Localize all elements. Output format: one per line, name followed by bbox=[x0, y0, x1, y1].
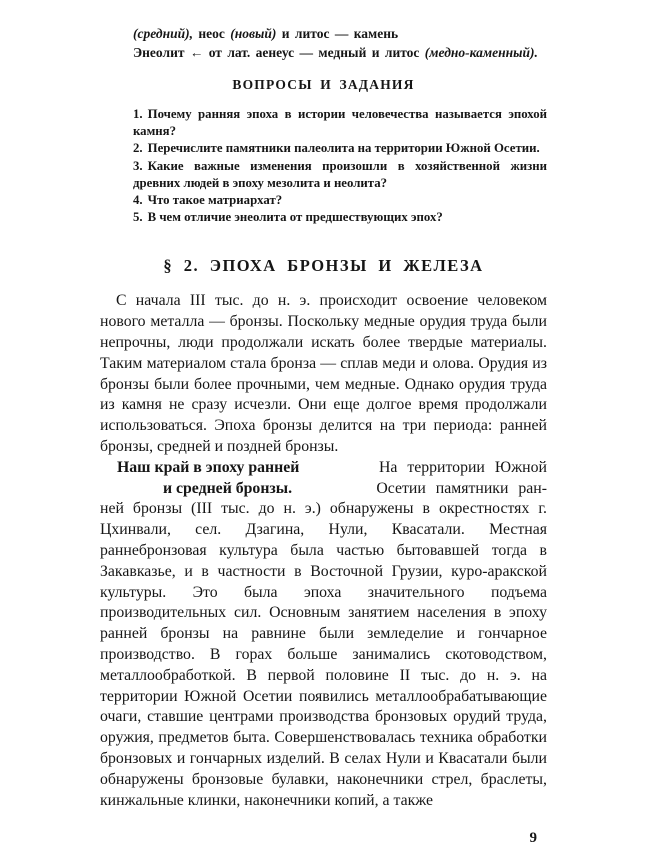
questions-heading: ВОПРОСЫ И ЗАДАНИЯ bbox=[232, 77, 415, 92]
etymology-block bbox=[133, 25, 547, 62]
etymology-term-medno-kamenny: (медно-каменный). bbox=[424, 44, 538, 60]
paragraph-2: ней бронзы (III тыс. до н. э.) обнаружены в окрестностях г. Цхинвали, сел. Дзагина, Нули, Квасатали. Местная раннебронзовая культура была частью бытовавшей тогда в Закавказье, и в частности в Восточной Грузии, куро-аракской культуры. Это была эпоха значительного подъема производительных сил. Основным занятием населения в эпоху ранней бронзы на равнине были земледелие и гончарное производство. В горах больше занимались скотоводством, металлообработкой. В первой половине II тыс. до н. э. на территории Южной Осетии появились металлообрабатывающие очаги, ставшие центрами производства бронзовых орудий труда, оружия, предметов быта. Совершенствовалась техника обработки бронзовых и гончарных изделий. В селах Нули и Квасатали были обнаружены бронзовые булавки, наконечники стрел, браслеты, кинжальные клинки, наконечники копий, а также bbox=[100, 500, 547, 809]
etymology-text: ← от лат. аенеус — медный и литос bbox=[189, 44, 420, 60]
question-number: 3. bbox=[133, 158, 143, 173]
section-heading: § 2. ЭПОХА БРОНЗЫ И ЖЕЛЕЗА bbox=[163, 256, 484, 276]
etymology-term-novy: (новый) bbox=[230, 26, 277, 41]
question-item-2 bbox=[133, 140, 547, 157]
question-text: Перечислите памятники палеолита на территории Южной Осетии. bbox=[147, 141, 540, 156]
question-number: 2. bbox=[133, 141, 143, 156]
etymology-text: и литос — камень bbox=[281, 26, 399, 41]
questions-list bbox=[133, 106, 547, 226]
question-item-4 bbox=[133, 192, 547, 209]
question-number: 1. bbox=[133, 107, 143, 121]
sidehead-label-line-2: и средней бронзы. bbox=[162, 479, 293, 497]
sidehead-row-2 bbox=[100, 479, 547, 500]
sidehead-row-1 bbox=[100, 458, 547, 479]
sidehead-label-line-1: Наш край в эпоху ранней bbox=[117, 458, 300, 476]
sidehead-bodytext-line-2: Осетии памятники ран- bbox=[376, 479, 547, 497]
question-item-1 bbox=[133, 106, 547, 140]
paragraph-1: С начала III тыс. до н. э. происходит освоение человеком нового металла — бронзы. Поскольку медные орудия труда были непрочны, люди продолжали искать более твердые материалы. Таким материалом стала бронза — сплав меди и олова. Орудия из бронзы были более прочными, чем медные. Однако орудия труда из камня не сразу исчезли. Они еще долгое время продолжали использоваться. Эпоха бронзы делится на три периода: ранней бронзы, средней и поздней бронзы. bbox=[100, 292, 547, 455]
question-number: 5. bbox=[133, 210, 143, 225]
etymology-line-1 bbox=[133, 25, 547, 44]
etymology-term-eneolit: Энеолит bbox=[133, 44, 185, 60]
etymology-term-sredny: (средний), bbox=[133, 26, 193, 41]
question-text: В чем отличие энеолита от предшествующих эпох? bbox=[147, 210, 443, 225]
question-number: 4. bbox=[133, 193, 143, 208]
etymology-text: неос bbox=[198, 26, 225, 41]
section-body bbox=[100, 291, 547, 811]
page-number: 9 bbox=[529, 830, 537, 846]
question-text: Какие важные изменения произошли в хозяйственной жизни древних людей в эпоху мезолита и неолита? bbox=[133, 158, 547, 190]
question-text: Почему ранняя эпоха в истории человечества называется эпохой камня? bbox=[133, 107, 547, 139]
etymology-line-2 bbox=[133, 44, 547, 63]
question-item-3 bbox=[133, 158, 547, 192]
question-text: Что такое матриархат? bbox=[147, 193, 283, 208]
question-item-5 bbox=[133, 209, 547, 226]
sidehead-bodytext-line-1: На территории Южной bbox=[378, 458, 547, 476]
